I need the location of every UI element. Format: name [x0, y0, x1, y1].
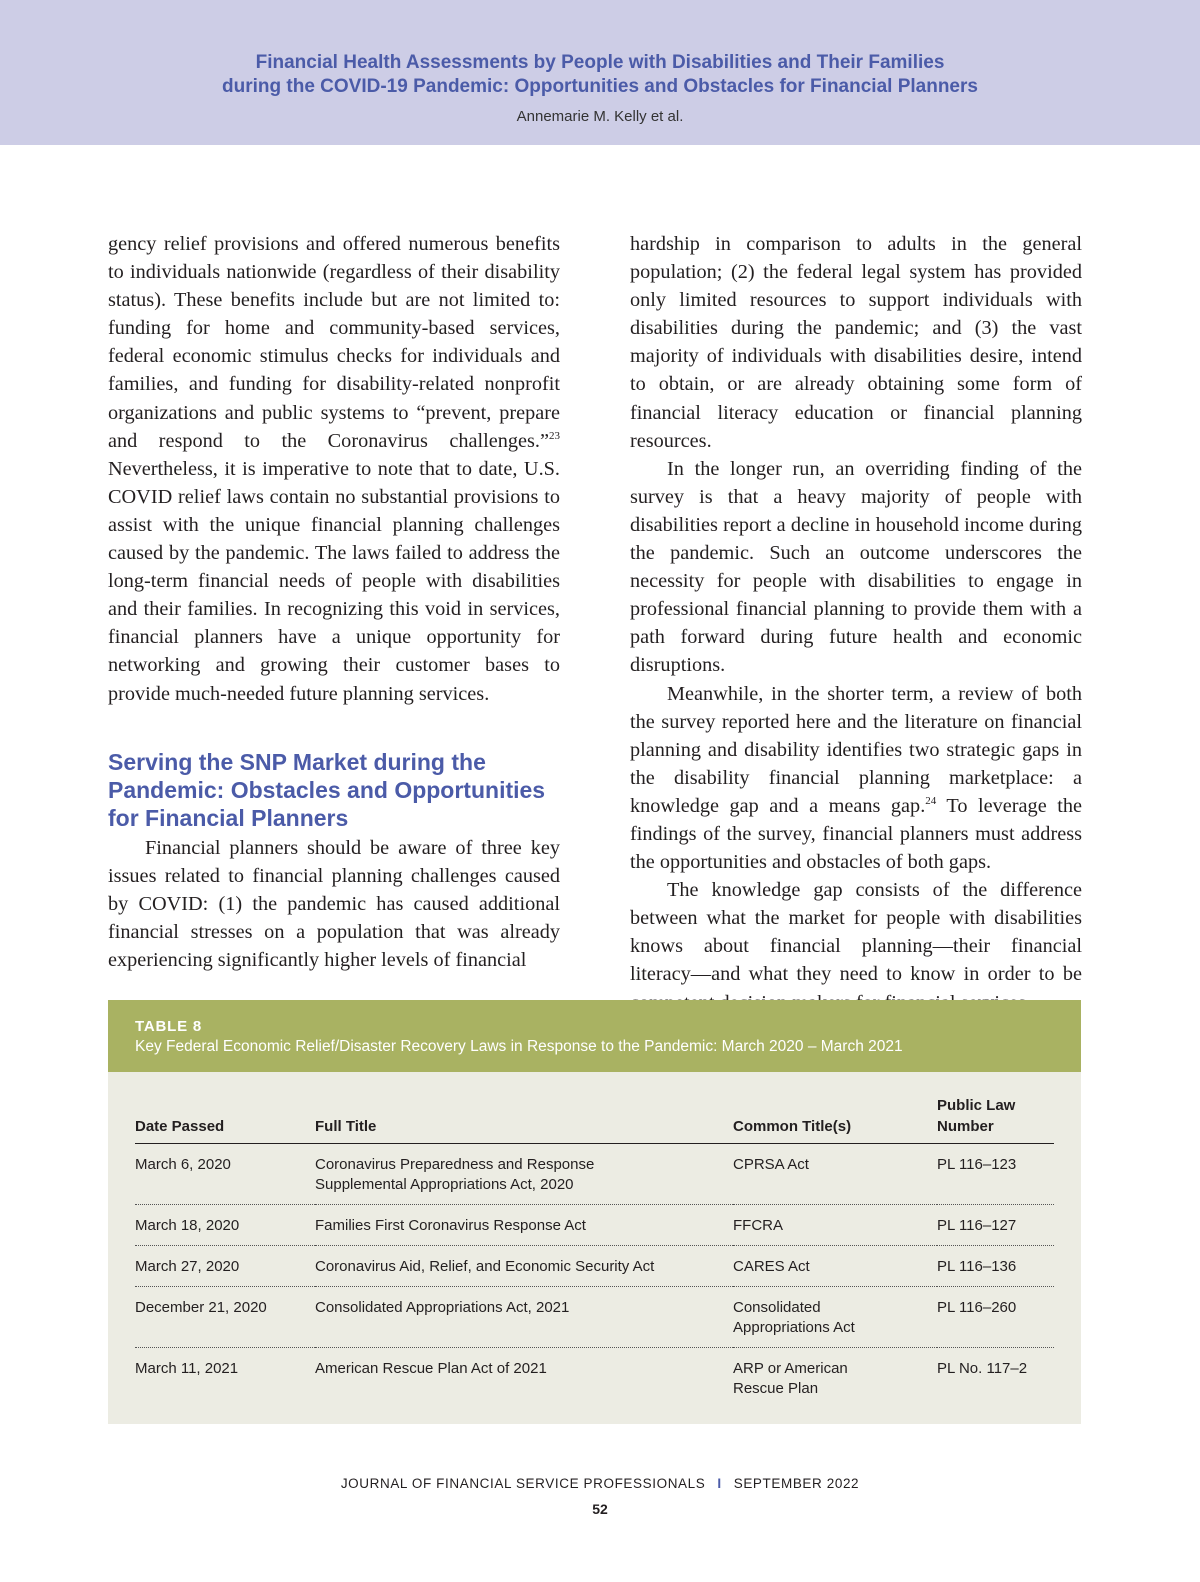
col-header-full-title: Full Title — [315, 1095, 733, 1144]
col-header-date: Date Passed — [135, 1095, 315, 1144]
running-header — [0, 0, 1200, 145]
issue-date: SEPTEMBER 2022 — [733, 1476, 860, 1491]
cell-common-title: CARES Act — [733, 1246, 937, 1287]
paragraph-text: Meanwhile, in the shorter term, a review of both the survey reported here and the literature on financial planning and disability identifies two strategic gaps in the disability financial planning marketplace: a knowledge gap and a means gap. — [630, 682, 1082, 817]
cell-public-law: PL 116–136 — [937, 1246, 1054, 1287]
body-paragraph: Financial planners should be aware of three key issues related to financial planning challenges caused by COVID: (1) the pandemic has caused additional financial stresses on a population that was already experiencing significantly higher levels of financial — [108, 836, 560, 971]
cell-date: March 11, 2021 — [135, 1360, 239, 1377]
section-heading: Serving the SNP Market during the Pandemic: Obstacles and Opportunities for Financial Planners — [108, 748, 546, 831]
col-header-common-title: Common Title(s) — [733, 1095, 937, 1144]
cell-common-title — [733, 1287, 937, 1348]
col-header-public-law-line1: Public Law — [937, 1097, 1016, 1114]
paragraph-text: To leverage the findings of the survey, financial planners must address the opportunities and obstacles of both gaps. — [630, 794, 1082, 874]
table-row — [135, 1287, 1054, 1348]
footer-separator: I — [717, 1476, 722, 1491]
article-authors: Annemarie M. Kelly et al. — [516, 108, 684, 125]
table-8 — [108, 1000, 1081, 1424]
body-paragraph: The knowledge gap consists of the difference between what the market for people with disabilities knows about financial planning—their financial literacy—and what they need to know in order to be — [630, 879, 1082, 986]
cell-public-law: PL No. 117–2 — [937, 1360, 1028, 1377]
cell-full-title — [315, 1144, 733, 1205]
cell-full-title: Consolidated Appropriations Act, 2021 — [315, 1287, 733, 1348]
cell-date: December 21, 2020 — [135, 1287, 315, 1348]
article-title-line-2: during the COVID-19 Pandemic: Opportunities and Obstacles for Financial Planners — [222, 76, 978, 97]
cell-common-title-line: ARP or American — [733, 1360, 848, 1377]
col-header-public-law-line2: Number — [937, 1118, 994, 1135]
body-paragraph: hardship in comparison to adults in the general population; (2) the federal legal system has provided only limited resources to support individuals with disabilities during the pandemic; and (3) the vast majority of individuals with disabilities desire, intend to obtain, or are already obtaining some form of financial literacy education or financial planning resources. — [630, 233, 1082, 452]
cell-public-law: PL 116–123 — [937, 1144, 1054, 1205]
cell-date: March 18, 2020 — [135, 1205, 315, 1246]
paragraph-text: gency relief provisions and offered numerous benefits to individuals nationwide (regardless of their disability status). These benefits include but are not limited to: funding for home and community-based services, federal economic stimulus checks for individuals and families, and funding for disability-related nonprofit organizations and public systems to “prevent, prepare and respond to the Coronavirus challenges.” — [108, 233, 560, 452]
table-header-row — [135, 1095, 1054, 1144]
table-caption: Key Federal Economic Relief/Disaster Recovery Laws in Response to the Pandemic: March 2020 – March 2021 — [135, 1038, 903, 1055]
table-row — [135, 1246, 1054, 1287]
body-paragraph — [108, 230, 560, 708]
right-column — [630, 230, 1082, 1017]
body-paragraph — [630, 680, 1082, 877]
table-label: TABLE 8 — [135, 1018, 202, 1035]
cell-full-title-line: Coronavirus Preparedness and Response — [315, 1156, 595, 1173]
running-footer — [0, 1476, 1200, 1491]
cell-common-title-line: Appropriations Act — [733, 1319, 855, 1336]
footnote-ref-24[interactable]: 24 — [925, 794, 937, 807]
table-row — [135, 1205, 1054, 1246]
body-paragraph: In the longer run, an overriding finding of the survey is that a heavy majority of people with disabilities report a decline in household income during the pandemic. Such an outcome underscores the necessity for people with disabilities to engage in professional financial planning to provide them with a path forward during future health and economic disruptions. — [630, 457, 1082, 677]
paragraph-text: Nevertheless, it is imperative to note that to date, U.S. COVID relief laws contain no substantial provisions to assist with the unique financial planning challenges caused by the pandemic. The laws failed to address the long-term financial needs of people with disabilities and their families. In recognizing this void in services, financial planners have a unique opportunity for networking and growing their customer bases to provide much-needed future planning services. — [108, 457, 560, 705]
article-title-line-1: Financial Health Assessments by People with Disabilities and Their Families — [255, 52, 945, 73]
laws-table — [135, 1095, 1054, 1408]
cell-full-title: Families First Coronavirus Response Act — [315, 1205, 733, 1246]
cell-common-title-line: Rescue Plan — [733, 1380, 819, 1397]
cell-public-law: PL 116–260 — [937, 1287, 1054, 1348]
cell-date: March 27, 2020 — [135, 1246, 315, 1287]
col-header-public-law — [937, 1095, 1054, 1144]
cell-full-title: American Rescue Plan Act of 2021 — [315, 1360, 547, 1377]
cell-public-law: PL 116–127 — [937, 1205, 1054, 1246]
footnote-ref-23[interactable]: 23 — [549, 429, 560, 442]
page-number: 52 — [592, 1501, 608, 1517]
cell-date: March 6, 2020 — [135, 1144, 315, 1205]
cell-full-title-line: Supplemental Appropriations Act, 2020 — [315, 1176, 574, 1193]
table-row — [135, 1144, 1054, 1205]
cell-common-title-line: Consolidated — [733, 1299, 821, 1316]
cell-common-title — [733, 1348, 937, 1409]
table-header-band — [108, 1000, 1081, 1072]
cell-full-title: Coronavirus Aid, Relief, and Economic Security Act — [315, 1246, 733, 1287]
table-row — [135, 1348, 1054, 1409]
cell-common-title: FFCRA — [733, 1205, 937, 1246]
cell-common-title: CPRSA Act — [733, 1144, 937, 1205]
journal-name: JOURNAL OF FINANCIAL SERVICE PROFESSIONALS — [340, 1476, 706, 1491]
left-column — [108, 230, 560, 974]
